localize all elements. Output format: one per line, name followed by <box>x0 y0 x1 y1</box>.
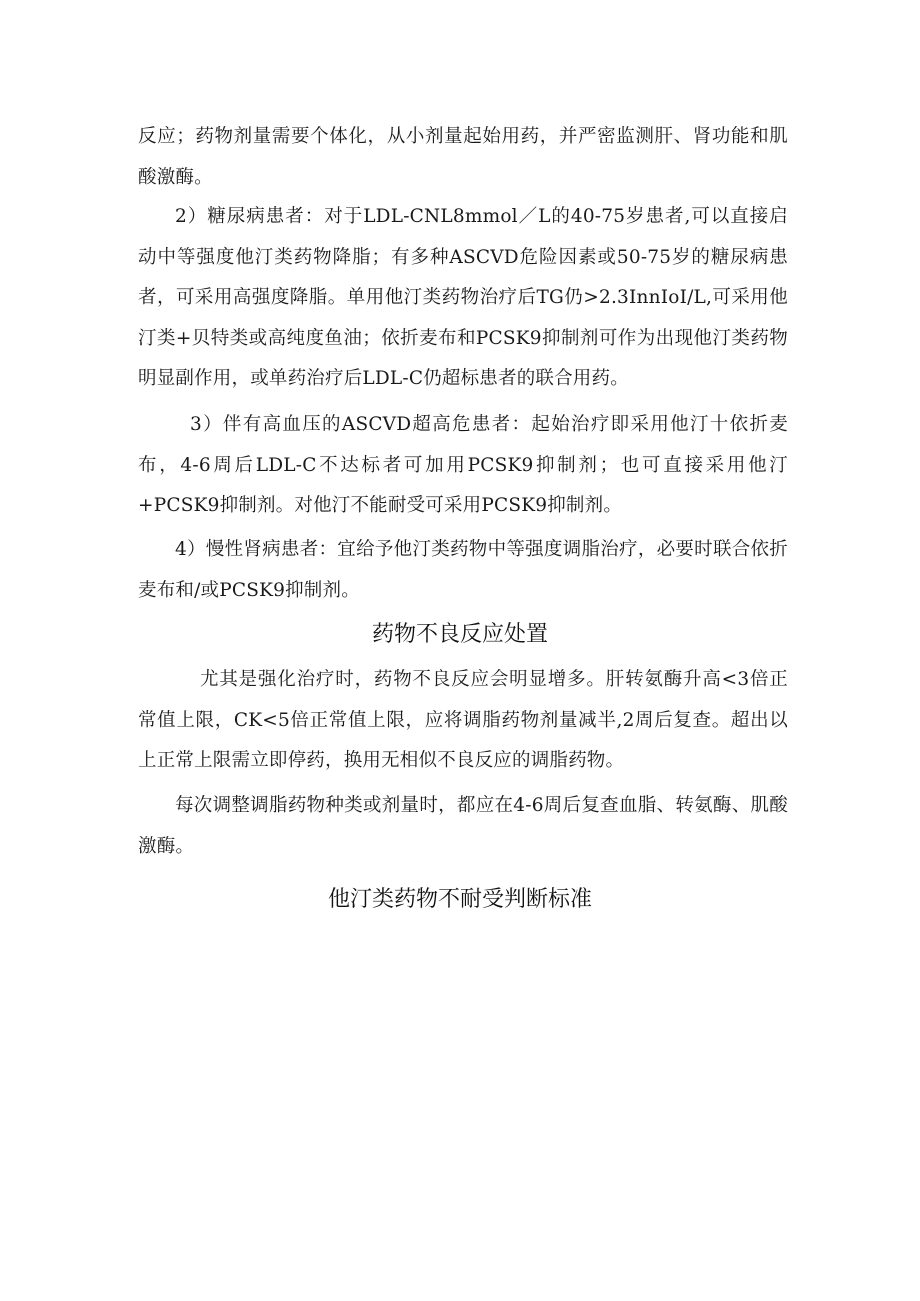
paragraph-diabetes-patients: 2）糖尿病患者：对于LDL-CNL8mmol／L的40-75岁患者,可以直接启动中等强度他汀类药物降脂；有多种ASCVD危险因素或50-75岁的糖尿病患者，可采用高强度降脂。单用他汀类药物治疗后TG仍>2.3InnIoI/L,可采用他汀类+贝特类或高纯度鱼油；依折麦布和PCSK9抑制剂可作为出现他汀类药物明显副作用，或单药治疗后LDL-C仍超标患者的联合用药。 <box>138 206 788 389</box>
paragraph-hypertension-ascvd: 3）伴有高血压的ASCVD超高危患者：起始治疗即采用他汀十依折麦布，4-6周后LDL-C不达标者可加用PCSK9抑制剂；也可直接采用他汀+PCSK9抑制剂。对他汀不能耐受可采用PCSK9抑制剂。 <box>138 414 788 516</box>
paragraph-dosage-monitoring: 反应；药物剂量需要个体化，从小剂量起始用药，并严密监测肝、肾功能和肌酸激酶。 <box>138 126 788 188</box>
heading-statin-intolerance: 他汀类药物不耐受判断标准 <box>327 887 592 912</box>
paragraph-intensive-therapy: 尤其是强化治疗时，药物不良反应会明显增多。肝转氨酶升高<3倍正常值上限，CK<5倍正常值上限，应将调脂药物剂量减半,2周后复查。超出以上正常上限需立即停药，换用无相似不良反应的调脂药物。 <box>138 669 788 771</box>
paragraph-recheck-schedule: 每次调整调脂药物种类或剂量时，都应在4-6周后复查血脂、转氨酶、肌酸激酶。 <box>138 795 788 857</box>
heading-adverse-reaction: 药物不良反应处置 <box>371 622 548 647</box>
paragraph-chronic-kidney-disease: 4）慢性肾病患者：宜给予他汀类药物中等强度调脂治疗，必要时联合依折麦布和/或PCSK9抑制剂。 <box>138 539 788 601</box>
